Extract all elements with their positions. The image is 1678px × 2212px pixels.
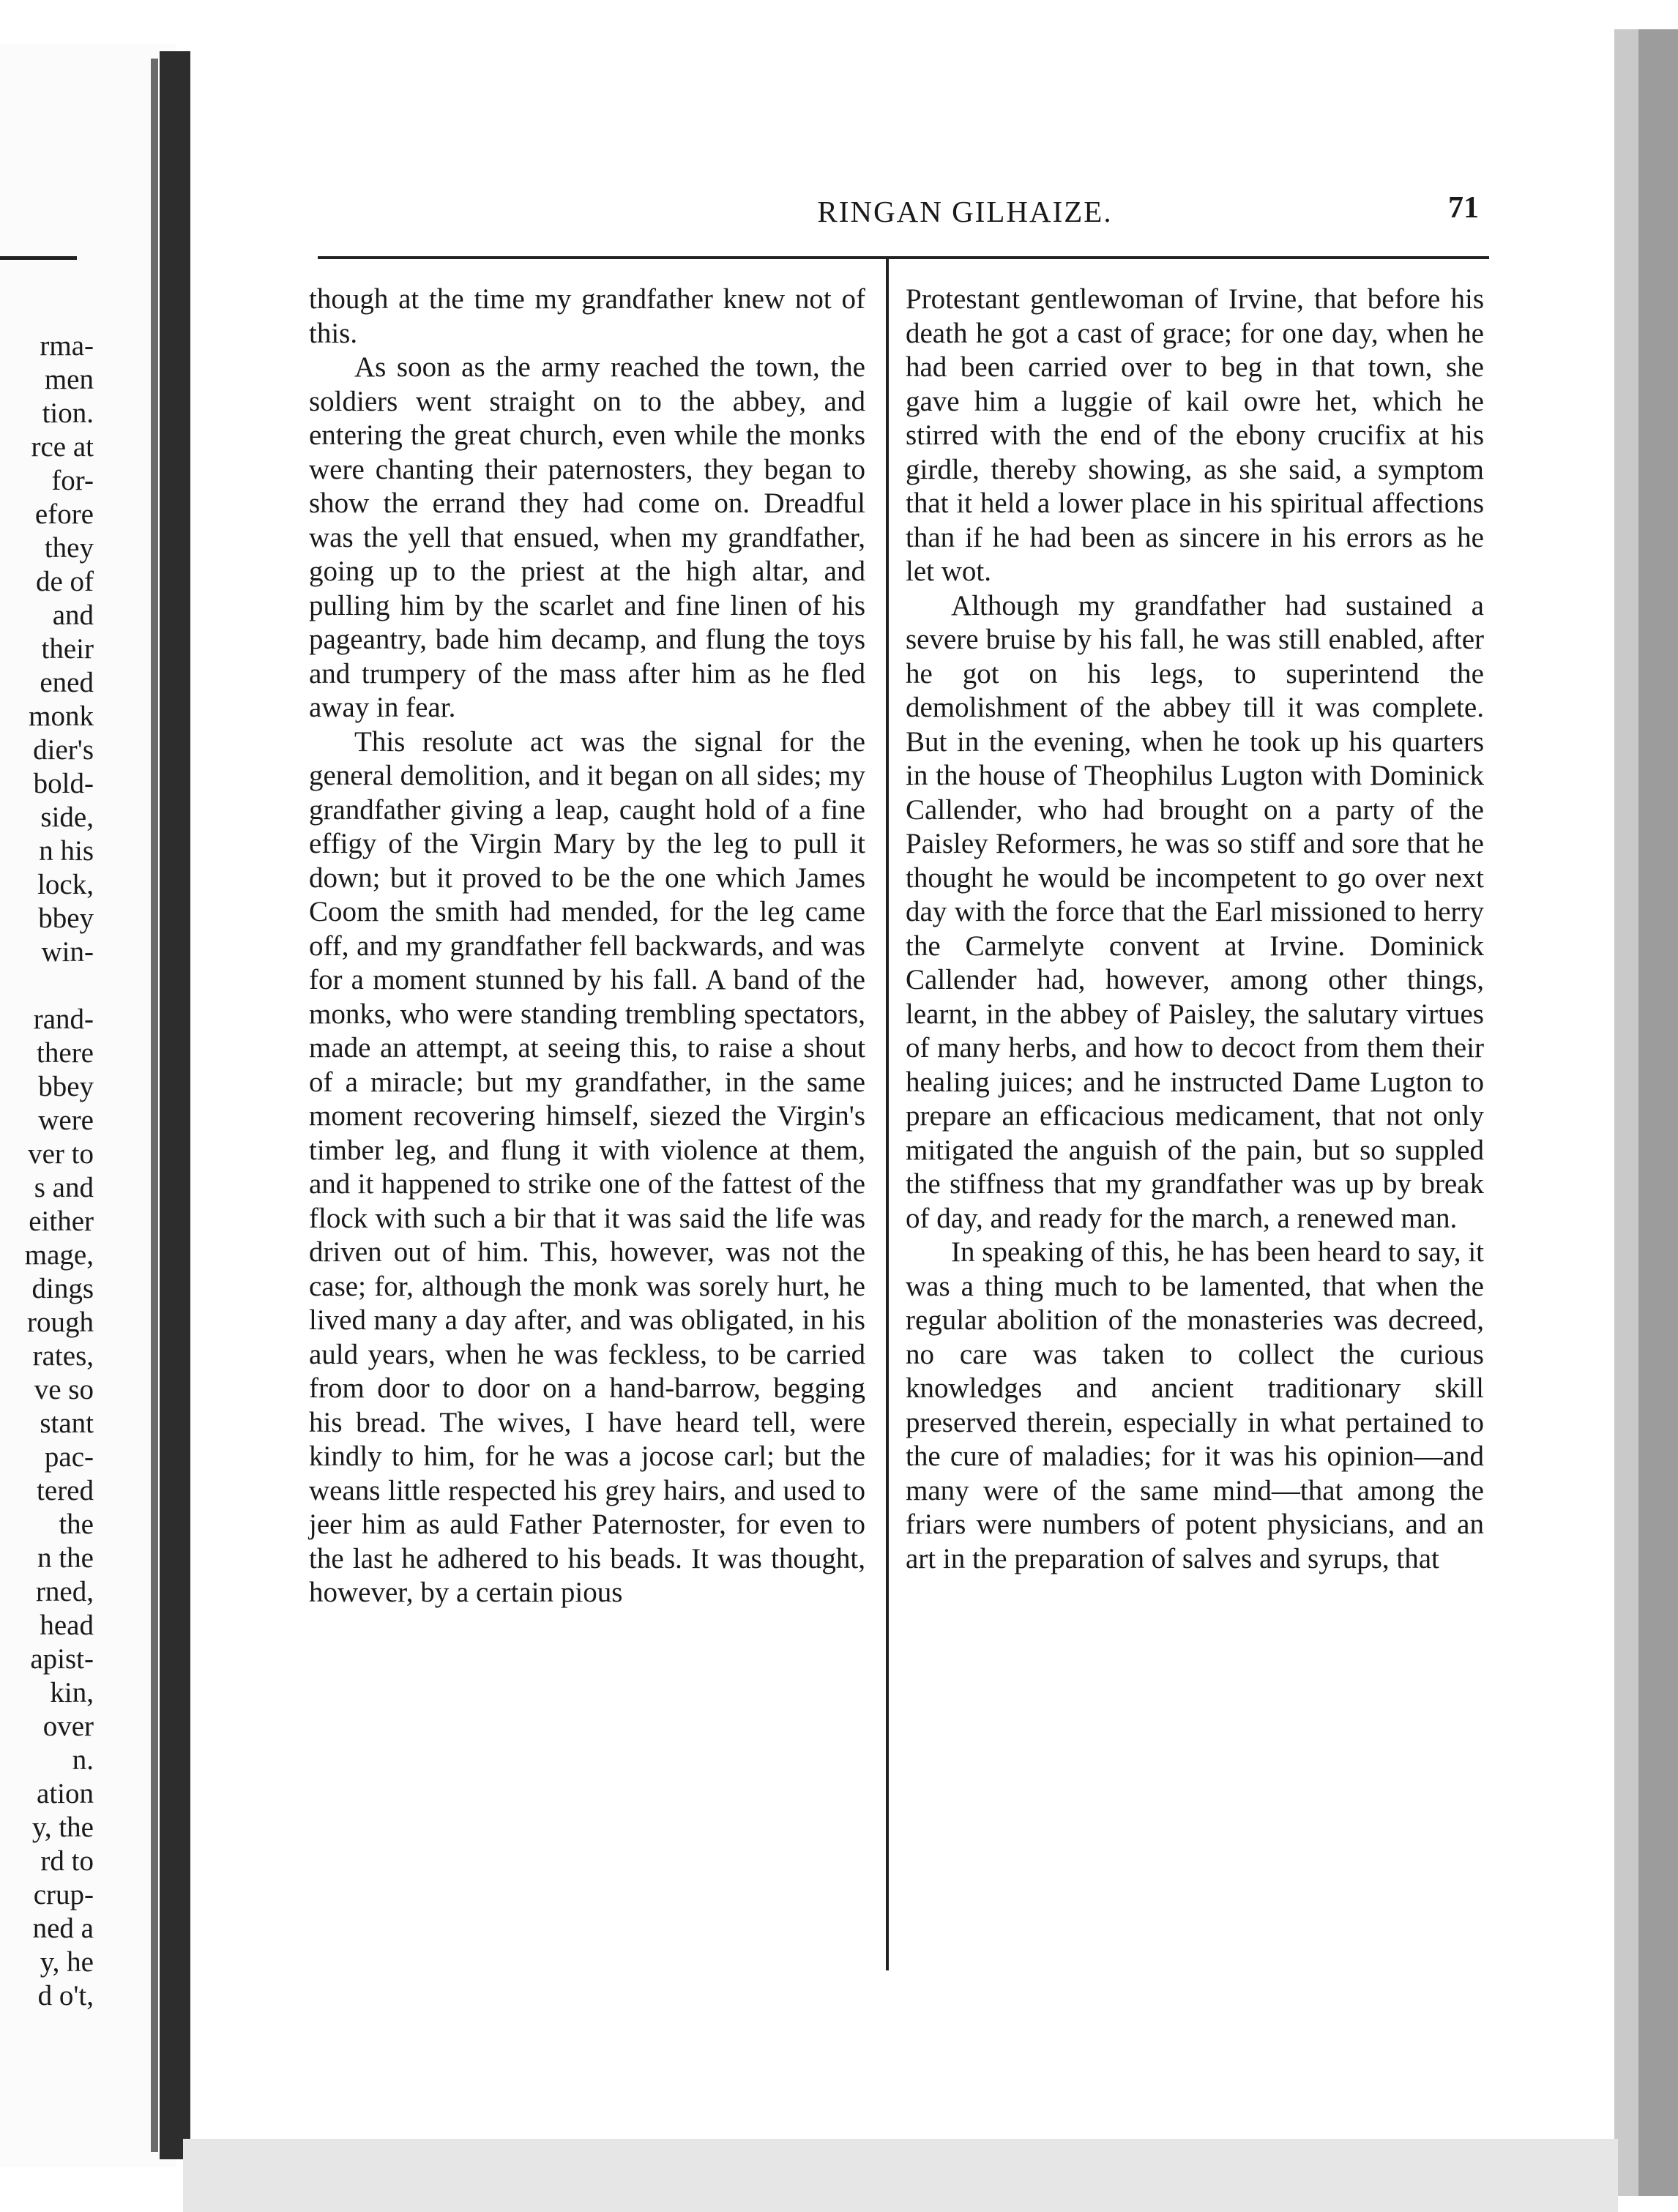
previous-page-line: were — [38, 1105, 94, 1136]
page-number: 71 — [1448, 191, 1479, 225]
column-divider — [886, 258, 889, 1970]
previous-page-line: men — [44, 364, 94, 395]
previous-page-line: rates, — [32, 1340, 94, 1372]
previous-page-line: lock, — [37, 869, 94, 900]
previous-page-line: rough — [27, 1307, 94, 1338]
previous-page-line: dier's — [33, 734, 94, 766]
page-edge-dark — [1638, 29, 1678, 2196]
previous-page-line: tion. — [42, 397, 94, 429]
previous-page-line: they — [44, 532, 94, 564]
previous-page-line: n the — [37, 1542, 94, 1574]
previous-page-line: kin, — [50, 1677, 94, 1708]
previous-page-rule — [0, 256, 77, 260]
previous-page-line: the — [59, 1509, 94, 1540]
previous-page-line: ation — [37, 1778, 94, 1809]
previous-page-line: tered — [37, 1475, 94, 1506]
previous-page-line: side, — [40, 802, 94, 833]
paragraph: Although my grandfather had sustained a severe bruise by his fall, he was still enabled, after he got on his legs, to superintend the demolishment of the abbey till it was complete. But in the evening, when he took up his quarters in the house of Theophilus Lugton with Dominick Callender, who had brought on a party of the Paisley Reformers, he was so stiff and sore that he thought he would be incompetent to go over next day with the force that the Earl missioned to herry the Carmelyte convent at Irvine. Dominick Callender had, however, among other things, learnt, in the abbey of Paisley, the salutary virtues of many herbs, and how to decoct from them their healing juices; and he instructed Dame Lugton to prepare an efficacious medicament, that not only mitigated the anguish of the pain, but so suppled the stiffness that my grandfather was up by break of day, and ready for the march, a renewed man. — [906, 589, 1484, 1234]
right-column — [906, 283, 1484, 1576]
previous-page-line: n his — [39, 835, 94, 867]
previous-page-line: d o't, — [37, 1980, 94, 2011]
left-column — [309, 283, 865, 1610]
previous-page-line: ve so — [34, 1374, 94, 1405]
book-gutter — [160, 51, 190, 2159]
previous-page-line: mage, — [24, 1239, 94, 1271]
book-page — [192, 0, 1614, 2212]
book-gutter-shadow — [151, 59, 158, 2152]
previous-page-line: n. — [72, 1744, 94, 1776]
previous-page-line: dings — [31, 1273, 94, 1304]
running-head: RINGAN GILHAIZE. — [817, 195, 1113, 228]
previous-page-line: rned, — [35, 1576, 94, 1607]
previous-page-line: bold- — [33, 768, 94, 799]
paragraph: This resolute act was the signal for the general demolition, and it began on all sides; my grandfather giving a leap, caught hold of a fine effigy of the Virgin Mary by the leg to pull it down; but it proved to be the one which James Coom the smith had mended, for the leg came off, and my grandfather fell backwards, and was for a moment stunned by his fall. A band of the monks, who were standing trembling spectators, made an attempt, at seeing this, to raise a shout of a miracle; but my grandfather, in the same moment recovering himself, siezed the Virgin's timber leg, and flung it with violence at them, and it happened to strike one of the fattest of the flock with such a bir that it was said the life was driven out of him. This, however, was not the case; for, although the monk was sorely hurt, he lived many a day after, and was obligated, in his auld years, when he was feckless, to be carried from door to door on a hand-barrow, begging his bread. The wives, I have heard tell, were kindly to him, for he was a jocose carl; but the weans little respected his grey hairs, and used to jeer him as auld Father Paternoster, for even to the last he adhered to his beads. It was thought, however, by a certain pious — [309, 725, 865, 1608]
previous-page-line: ened — [40, 667, 94, 698]
previous-page-line — [0, 969, 94, 1003]
previous-page-line: for- — [51, 465, 94, 496]
previous-page-line: y, the — [31, 1812, 94, 1843]
previous-page-line: and — [52, 599, 94, 631]
paragraph: As soon as the army reached the town, the soldiers went straight on to the abbey, and entering the great church, even while the monks were chanting their paternosters, they began to show the errand they had come on. Dreadful was the yell that ensued, when my grandfather, going up to the priest at the high altar, and pulling him by the scarlet and fine linen of his pageantry, bade him decamp, and flung the toys and trumpery of the mass after him as he fled away in fear. — [309, 351, 865, 723]
previous-page-line: win- — [41, 936, 94, 968]
previous-page-line: their — [41, 633, 94, 665]
previous-page-line: monk — [29, 700, 94, 732]
previous-page-line: rce at — [31, 431, 94, 463]
previous-page-line: pac- — [44, 1441, 94, 1473]
previous-page-line: either — [29, 1206, 94, 1237]
previous-page-line: crup- — [33, 1879, 94, 1910]
previous-page-line: bbey — [38, 903, 94, 934]
previous-page-line: bbey — [38, 1071, 94, 1102]
previous-page-fragment — [0, 44, 176, 2167]
paragraph: Protestant gentlewoman of Irvine, that before his death he got a cast of grace; for one day, when he had been carried over to beg in that town, she gave him a luggie of kail owre het, which he stirred with the end of the ebony crucifix at his girdle, thereby showing, as she said, a symptom that it held a lower place in his spiritual affections than if he had been as sincere in his errors as he let wot. — [906, 283, 1484, 587]
paragraph: In speaking of this, he has been heard to say, it was a thing much to be lamented, that when the regular abolition of the monasteries was decreed, no care was taken to collect the curious knowledges and ancient traditionary skill preserved therein, especially in what pertained to the cure of maladies; for it was his opinion—and many were of the same mind—that among the friars were numbers of potent physicians, and an art in the preparation of salves and syrups, that — [906, 1236, 1484, 1574]
previous-page-line: apist- — [30, 1643, 94, 1675]
header-rule — [318, 256, 1489, 259]
previous-page-line: there — [37, 1037, 94, 1069]
paragraph: though at the time my grandfather knew not of this. — [309, 283, 865, 349]
previous-page-line: s and — [34, 1172, 94, 1203]
previous-page-line: efore — [34, 498, 94, 530]
previous-page-line: ned a — [32, 1913, 94, 1944]
previous-page-line: head — [40, 1610, 94, 1641]
previous-page-text — [0, 329, 94, 2013]
previous-page-line: y, he — [40, 1946, 94, 1978]
previous-page-line: rand- — [33, 1004, 94, 1035]
previous-page-line: stant — [40, 1408, 94, 1439]
previous-page-line: de of — [35, 566, 94, 597]
previous-page-line: over — [42, 1711, 94, 1742]
previous-page-line: rd to — [40, 1845, 94, 1877]
previous-page-line: ver to — [28, 1138, 94, 1170]
previous-page-line: rma- — [40, 330, 94, 362]
